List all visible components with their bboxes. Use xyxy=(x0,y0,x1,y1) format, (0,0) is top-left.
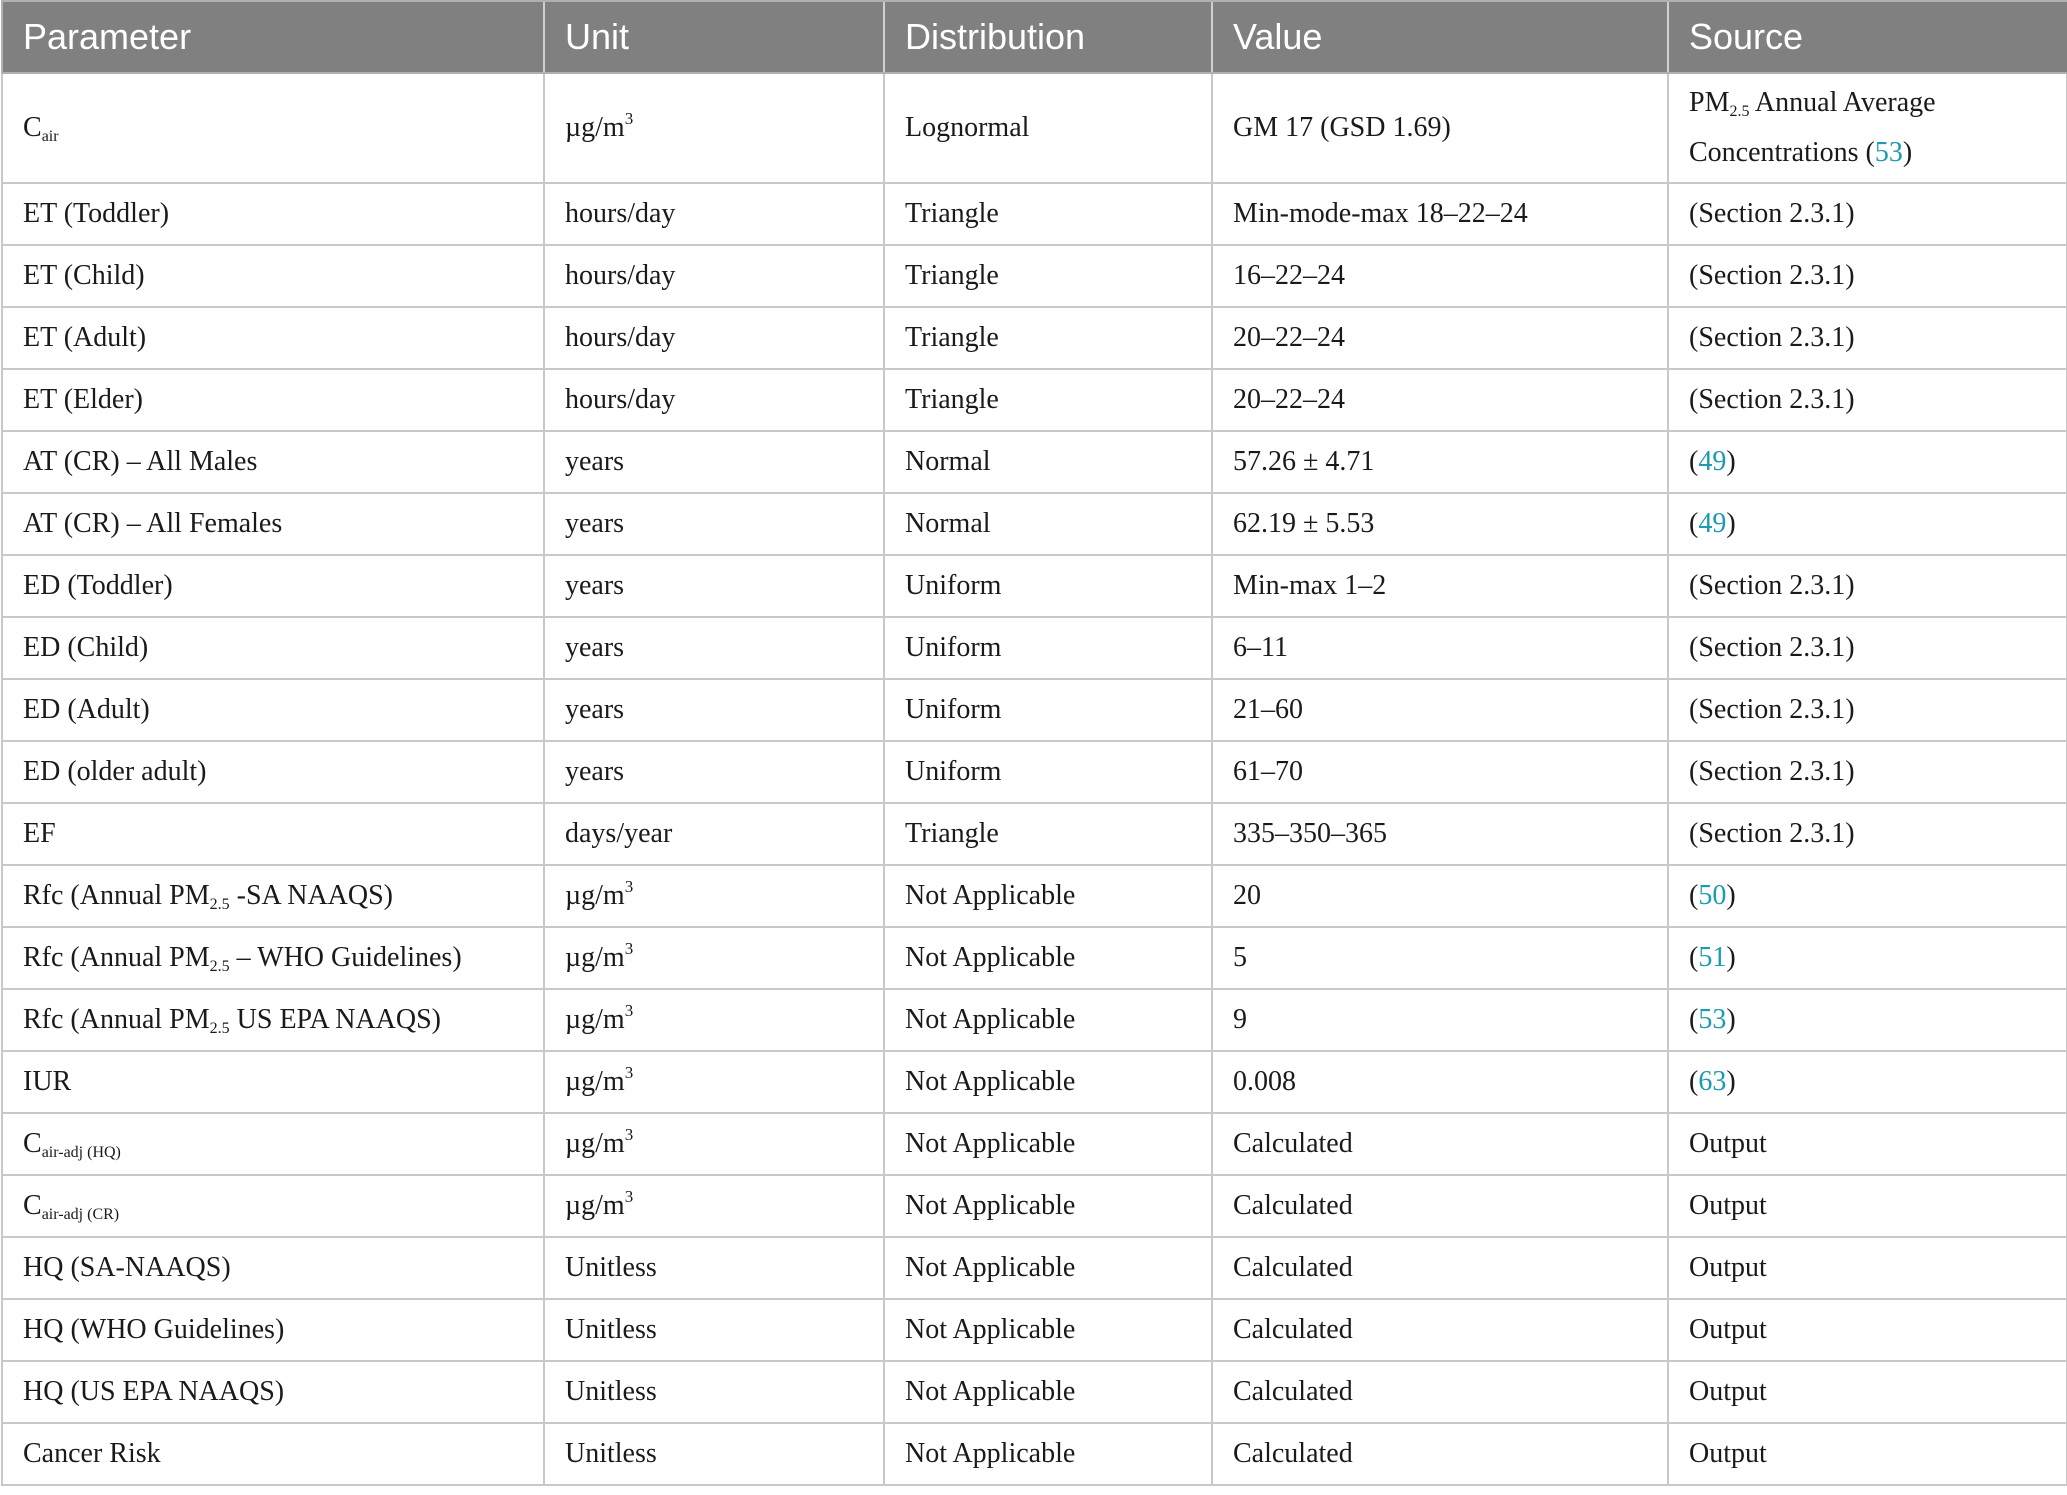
cell-distribution: Not Applicable xyxy=(884,1237,1212,1299)
header-unit: Unit xyxy=(544,1,884,73)
cell-distribution: Triangle xyxy=(884,183,1212,245)
table-row xyxy=(2,1113,2067,1175)
table-row xyxy=(2,307,2067,369)
table-row xyxy=(2,555,2067,617)
table-row xyxy=(2,617,2067,679)
cell-unit: $\mu g/m^3$ xyxy=(544,865,884,927)
cell-parameter: $C_{air-adj (HQ)}$ xyxy=(2,1113,544,1175)
cell-value: 5 xyxy=(1212,927,1668,989)
reference-link[interactable]: 49 xyxy=(1698,508,1727,540)
table-row xyxy=(2,245,2067,307)
cell-source: (49) xyxy=(1668,493,2067,555)
cell-parameter: $C_{air-adj (CR)}$ xyxy=(2,1175,544,1237)
cell-unit: years xyxy=(544,431,884,493)
cell-unit: $\mu g/m^3$ xyxy=(544,1175,884,1237)
cell-value: 20–22–24 xyxy=(1212,307,1668,369)
cell-source: (53) xyxy=(1668,989,2067,1051)
cell-value: Min-mode-max 18–22–24 xyxy=(1212,183,1668,245)
cell-unit: Unitless xyxy=(544,1423,884,1485)
cell-distribution: Triangle xyxy=(884,245,1212,307)
table-row xyxy=(2,1051,2067,1113)
cell-distribution: Triangle xyxy=(884,307,1212,369)
reference-link[interactable]: 63 xyxy=(1698,1066,1727,1098)
cell-unit: hours/day xyxy=(544,245,884,307)
cell-source: Output xyxy=(1668,1175,2067,1237)
table-row xyxy=(2,1423,2067,1485)
parameter-table xyxy=(1,0,2067,1486)
cell-unit: hours/day xyxy=(544,183,884,245)
cell-unit: years xyxy=(544,617,884,679)
cell-distribution: Triangle xyxy=(884,803,1212,865)
cell-unit: hours/day xyxy=(544,307,884,369)
cell-source: (63) xyxy=(1668,1051,2067,1113)
cell-source: Output xyxy=(1668,1237,2067,1299)
table-row xyxy=(2,989,2067,1051)
cell-value: 6–11 xyxy=(1212,617,1668,679)
cell-value: 335–350–365 xyxy=(1212,803,1668,865)
header-value: Value xyxy=(1212,1,1668,73)
table-row xyxy=(2,1175,2067,1237)
table-row xyxy=(2,865,2067,927)
cell-source: (Section 2.3.1) xyxy=(1668,617,2067,679)
header-source: Source xyxy=(1668,1,2067,73)
cell-parameter: Rfc (Annual $PM_{2.5}$ – WHO Guidelines) xyxy=(2,927,544,989)
cell-parameter: $C_{air}$ xyxy=(2,73,544,183)
cell-source: (Section 2.3.1) xyxy=(1668,245,2067,307)
cell-parameter: Rfc (Annual $PM_{2.5}$ US EPA NAAQS) xyxy=(2,989,544,1051)
cell-source: (Section 2.3.1) xyxy=(1668,555,2067,617)
reference-link[interactable]: 53 xyxy=(1698,1004,1727,1036)
table-row xyxy=(2,679,2067,741)
cell-value: 62.19 ± 5.53 xyxy=(1212,493,1668,555)
cell-parameter: ET (Toddler) xyxy=(2,183,544,245)
cell-distribution: Not Applicable xyxy=(884,1051,1212,1113)
table-row xyxy=(2,927,2067,989)
table-row xyxy=(2,369,2067,431)
cell-source: (Section 2.3.1) xyxy=(1668,741,2067,803)
cell-value: Calculated xyxy=(1212,1361,1668,1423)
cell-unit: $\mu g/m^3$ xyxy=(544,1051,884,1113)
cell-parameter: ED (Child) xyxy=(2,617,544,679)
cell-value: 21–60 xyxy=(1212,679,1668,741)
cell-source: (Section 2.3.1) xyxy=(1668,679,2067,741)
table-row xyxy=(2,803,2067,865)
cell-value: GM 17 (GSD 1.69) xyxy=(1212,73,1668,183)
cell-distribution: Normal xyxy=(884,493,1212,555)
cell-unit: days/year xyxy=(544,803,884,865)
table-row xyxy=(2,493,2067,555)
reference-link[interactable]: 51 xyxy=(1698,942,1727,974)
cell-value: 16–22–24 xyxy=(1212,245,1668,307)
cell-parameter: ED (Adult) xyxy=(2,679,544,741)
cell-distribution: Uniform xyxy=(884,555,1212,617)
cell-parameter: ED (Toddler) xyxy=(2,555,544,617)
cell-parameter: Cancer Risk xyxy=(2,1423,544,1485)
cell-distribution: Not Applicable xyxy=(884,927,1212,989)
reference-link[interactable]: 53 xyxy=(1874,137,1903,168)
cell-value: Calculated xyxy=(1212,1175,1668,1237)
cell-source: (50) xyxy=(1668,865,2067,927)
cell-value: Calculated xyxy=(1212,1423,1668,1485)
table-row xyxy=(2,431,2067,493)
cell-source: (Section 2.3.1) xyxy=(1668,183,2067,245)
cell-value: Min-max 1–2 xyxy=(1212,555,1668,617)
cell-distribution: Lognormal xyxy=(884,73,1212,183)
cell-distribution: Uniform xyxy=(884,679,1212,741)
cell-value: Calculated xyxy=(1212,1237,1668,1299)
cell-parameter: IUR xyxy=(2,1051,544,1113)
cell-source: (49) xyxy=(1668,431,2067,493)
cell-distribution: Not Applicable xyxy=(884,1423,1212,1485)
cell-distribution: Not Applicable xyxy=(884,989,1212,1051)
cell-parameter: ED (older adult) xyxy=(2,741,544,803)
cell-source: (51) xyxy=(1668,927,2067,989)
cell-unit: $\mu g/m^3$ xyxy=(544,989,884,1051)
cell-value: 61–70 xyxy=(1212,741,1668,803)
cell-unit: years xyxy=(544,493,884,555)
cell-unit: hours/day xyxy=(544,369,884,431)
cell-parameter: HQ (WHO Guidelines) xyxy=(2,1299,544,1361)
cell-unit: Unitless xyxy=(544,1361,884,1423)
header-parameter: Parameter xyxy=(2,1,544,73)
cell-distribution: Normal xyxy=(884,431,1212,493)
cell-parameter: HQ (SA-NAAQS) xyxy=(2,1237,544,1299)
cell-parameter: ET (Child) xyxy=(2,245,544,307)
table-row xyxy=(2,741,2067,803)
cell-source: Output xyxy=(1668,1113,2067,1175)
cell-parameter: EF xyxy=(2,803,544,865)
cell-value: 9 xyxy=(1212,989,1668,1051)
cell-source: (Section 2.3.1) xyxy=(1668,307,2067,369)
cell-unit: Unitless xyxy=(544,1299,884,1361)
cell-unit: $\mu g/m^3$ xyxy=(544,927,884,989)
cell-source: Output xyxy=(1668,1423,2067,1485)
cell-value: 20 xyxy=(1212,865,1668,927)
cell-unit: years xyxy=(544,679,884,741)
cell-unit: Unitless xyxy=(544,1237,884,1299)
cell-distribution: Not Applicable xyxy=(884,1113,1212,1175)
table-row xyxy=(2,1299,2067,1361)
cell-distribution: Not Applicable xyxy=(884,1361,1212,1423)
cell-distribution: Not Applicable xyxy=(884,1175,1212,1237)
cell-source: Output xyxy=(1668,1361,2067,1423)
cell-distribution: Uniform xyxy=(884,741,1212,803)
cell-value: 20–22–24 xyxy=(1212,369,1668,431)
table-row xyxy=(2,73,2067,183)
cell-unit: years xyxy=(544,741,884,803)
table-row xyxy=(2,183,2067,245)
cell-parameter: ET (Elder) xyxy=(2,369,544,431)
cell-parameter: AT (CR) – All Females xyxy=(2,493,544,555)
table-row xyxy=(2,1237,2067,1299)
cell-distribution: Uniform xyxy=(884,617,1212,679)
cell-source: Output xyxy=(1668,1299,2067,1361)
table-row xyxy=(2,1361,2067,1423)
cell-value: 0.008 xyxy=(1212,1051,1668,1113)
cell-parameter: AT (CR) – All Males xyxy=(2,431,544,493)
cell-unit: $\mu g/m^3$ xyxy=(544,73,884,183)
cell-distribution: Triangle xyxy=(884,369,1212,431)
cell-value: Calculated xyxy=(1212,1113,1668,1175)
cell-value: 57.26 ± 4.71 xyxy=(1212,431,1668,493)
cell-distribution: Not Applicable xyxy=(884,865,1212,927)
cell-parameter: Rfc (Annual $PM_{2.5}$ -SA NAAQS) xyxy=(2,865,544,927)
cell-distribution: Not Applicable xyxy=(884,1299,1212,1361)
cell-parameter: HQ (US EPA NAAQS) xyxy=(2,1361,544,1423)
cell-source: $PM_{2.5}$ Annual Average Concentrations (53) xyxy=(1668,73,2067,183)
cell-source: (Section 2.3.1) xyxy=(1668,803,2067,865)
reference-link[interactable]: 49 xyxy=(1698,446,1727,478)
cell-value: Calculated xyxy=(1212,1299,1668,1361)
cell-parameter: ET (Adult) xyxy=(2,307,544,369)
cell-source: (Section 2.3.1) xyxy=(1668,369,2067,431)
cell-unit: years xyxy=(544,555,884,617)
header-row xyxy=(2,1,2067,73)
reference-link[interactable]: 50 xyxy=(1698,880,1727,912)
header-distribution: Distribution xyxy=(884,1,1212,73)
cell-unit: $\mu g/m^3$ xyxy=(544,1113,884,1175)
